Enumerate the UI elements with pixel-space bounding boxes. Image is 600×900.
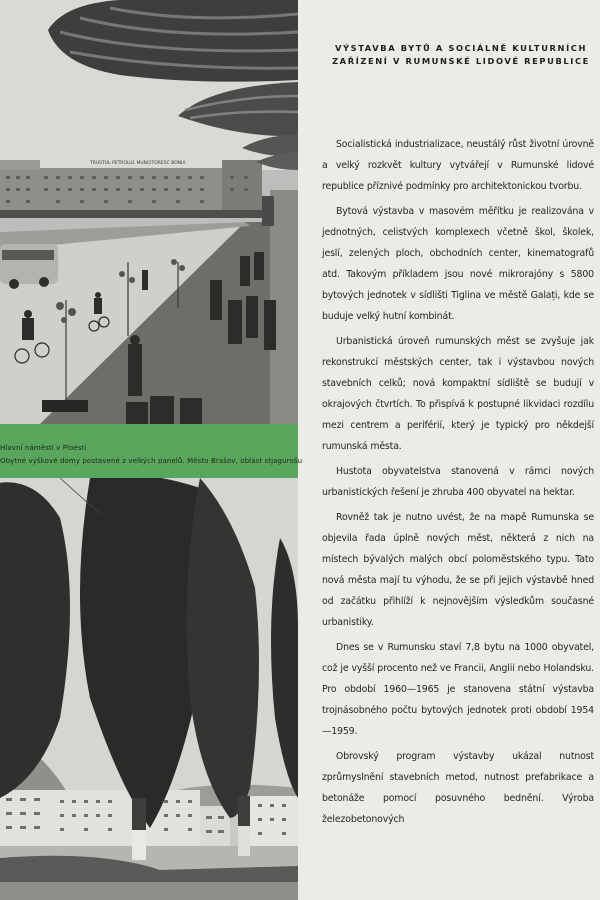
caption-band [0,424,303,478]
paragraph: Hustota obyvatelstva stanovená v rámci nových urbanistických řešení je zhruba 400 obyvatel na hektar. [322,466,594,498]
caption-bottom-photo: Obytné výškové domy postavené z velkých panelů. Město Brašov, oblast stjagurošu [0,457,303,465]
caption-top-photo: Hlavní náměstí v Ploesti [0,444,87,452]
rooftop-sign-text: TRUSTUL PETROLUL MUNCITORESC BONIA [90,161,186,166]
paragraph: Socialistická industrializace, neustálý růst životní úrovně a velký rozkvět kultury vytvářejí v Rumunské lidové republice příznivé podmínky pro architektonickou tvorbu. [322,139,594,192]
photo-brasov-housing [0,478,298,900]
article-headline [327,42,595,68]
photo-main-square-ploesti [0,0,298,424]
paragraph: Rovněž tak je nutno uvést, že na mapě Rumunska se objevila řada úplně nových měst, některá z nich na místech bývalých malých obcí poloměstského typu. Tato nová města mají tu výhodu, že se při jejich výstavbě hned od začátku přihlíží k nejnovějším výsledkům současné urbanistiky. [322,512,594,628]
paragraph: Urbanistická úroveň rumunských měst se zvyšuje jak rekonstrukcí městských center, tak i výstavbou nových stavebních celků; nová kompaktní sídliště se budují v okrajových čtvrtích. To přispívá k postupné likvidaci rozdílu mezi centrem a periférií, který je typický pro někdejší rumunská města. [322,336,594,452]
poplar-trees-illustration [0,478,298,900]
paragraph: Dnes se v Rumunsku staví 7,8 bytu na 1000 obyvatel, což je vyšší procento než ve Francii, Anglii nebo Holandsku. Pro období 1960—1965 je stanovena státní výstavba trojnásobného počtu bytových jednotek proti období 1954—1959. [322,642,594,737]
headline-line-1: VÝSTAVBA BYTŮ A SOCIÁLNĚ KULTURNÍCH [334,43,587,53]
paragraph: Obrovský program výstavby ukázal nutnost zprůmyslnění stavebních metod, nutnost prefabrikace a betonáže pomocí posuvného bednění. Výroba železobetonových [322,751,594,825]
headline-line-2: ZAŘÍZENÍ V RUMUNSKÉ LIDOVÉ REPUBLICE [332,56,590,66]
paragraph: Bytová výstavba v masovém měřítku je realizována v jednotných, celistvých komplexech včetně škol, školek, jeslí, zelených ploch, obchodních center, kinematografů atd. Takovým příkladem jsou nové mikrorajóny s 5800 bytových jednotek v sídlišti Tiglina ve městě Galați, kde se buduje velký hutní kombinát. [322,206,594,322]
street-scene-illustration [0,0,298,424]
article-body [322,134,594,830]
